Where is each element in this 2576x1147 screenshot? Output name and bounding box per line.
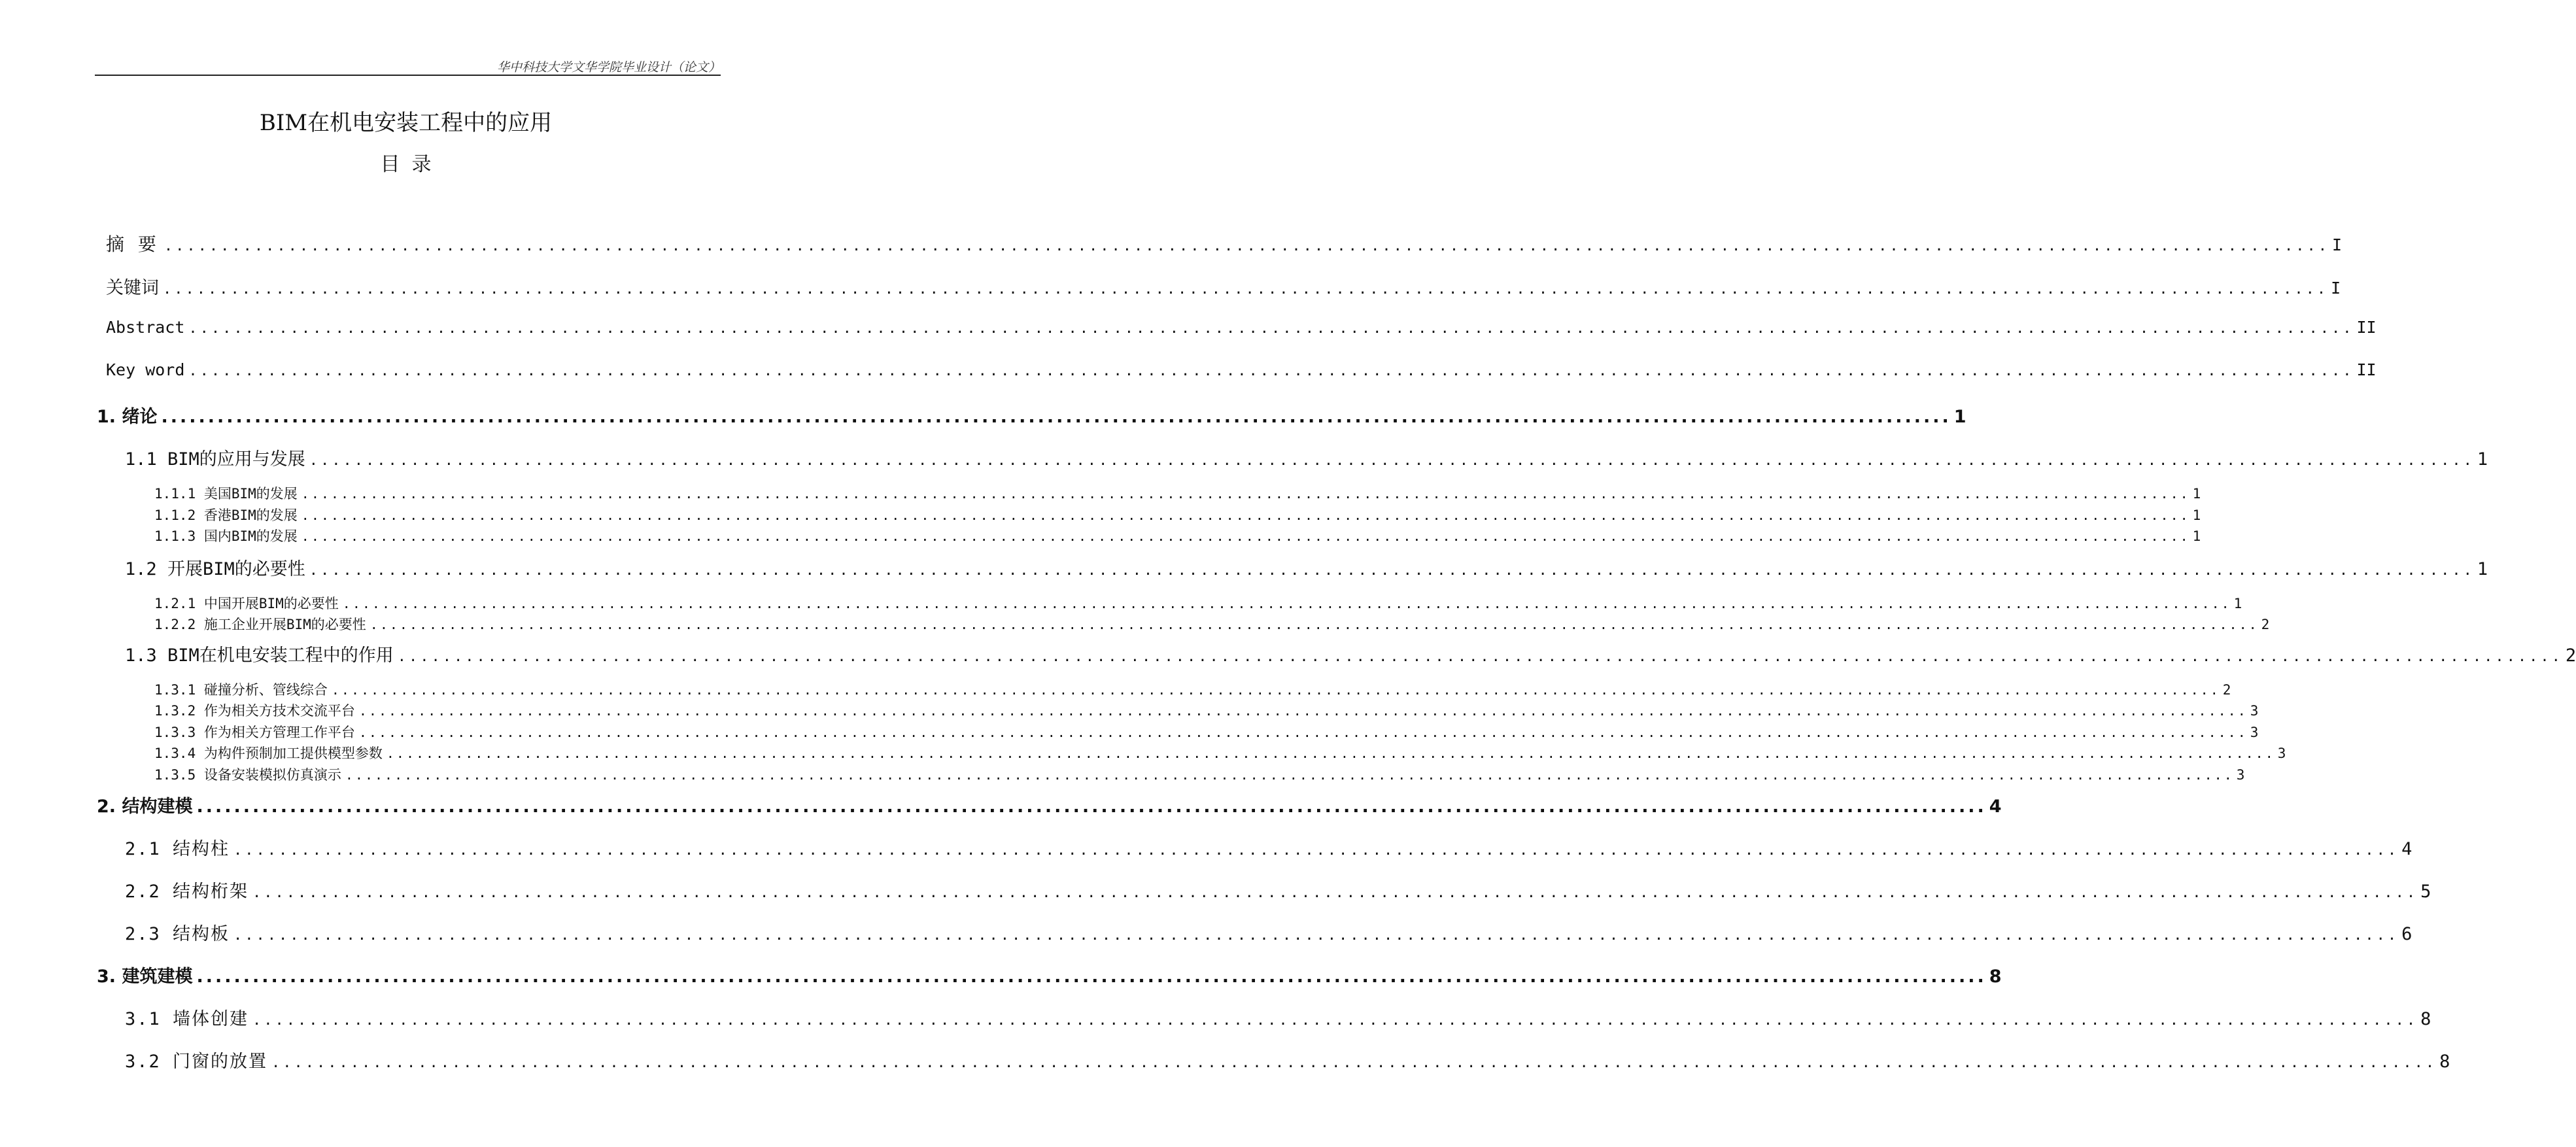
toc-entry-abstract[interactable] (106, 318, 2377, 341)
toc-section-3-1[interactable] (125, 1004, 2433, 1029)
toc-entry-page: II (2356, 360, 2377, 379)
toc-subsection-1-3-2[interactable] (154, 700, 2259, 720)
toc-entry-page: 3 (2250, 725, 2259, 740)
toc-entry-label: 关键词 (106, 278, 159, 298)
toc-section-2-2[interactable] (125, 877, 2433, 902)
toc-entry-page: 1 (2477, 559, 2488, 579)
toc-subsection-1-1-3[interactable] (154, 526, 2201, 545)
toc-leader: ................................................................................................................................................................................................ (301, 486, 2190, 502)
toc-entry-label: 1.3.3 作为相关方管理工作平台 (154, 725, 355, 740)
toc-leader: ................................................................................................................................................................................................ (188, 363, 2354, 379)
toc-entry-label: 2. 结构建模 (97, 796, 193, 817)
toc-leader: ................................................................................................................................................................................................ (252, 885, 2418, 901)
toc-leader: ................................................................................................................................................................................................ (233, 842, 2399, 859)
toc-leader: ................................................................................................................................................................................................ (163, 281, 2329, 298)
toc-subsection-1-3-1[interactable] (154, 679, 2231, 699)
toc-entry-page: 4 (1989, 796, 2002, 817)
toc-section-2-1[interactable] (125, 834, 2414, 859)
running-header: 华中科技大学文华学院毕业设计（论文） (496, 60, 721, 75)
toc-entry-label: 1.3 BIM在机电安装工程中的作用 (125, 645, 394, 666)
toc-entry-page: 2 (2565, 645, 2576, 666)
toc-leader: ................................................................................................................................................................................................ (196, 967, 1987, 987)
toc-leader: ................................................................................................................................................................................................ (309, 453, 2475, 469)
toc-entry-page: 3 (2236, 767, 2245, 783)
toc-entry-label: 摘 要 (106, 233, 160, 255)
toc-section-3-2[interactable] (125, 1047, 2452, 1072)
toc-entry-label: 2.2 结构桁架 (125, 882, 249, 902)
toc-entry-label: 1.3.2 作为相关方技术交流平台 (154, 703, 355, 719)
toc-entry-page: 1 (2192, 528, 2201, 544)
toc-entry-keywords-cn[interactable] (106, 273, 2341, 298)
toc-leader: ................................................................................................................................................................................................ (386, 745, 2275, 761)
toc-entry-page: 8 (2439, 1052, 2452, 1072)
toc-section-1-3[interactable] (125, 641, 2576, 666)
toc-entry-page: 1 (1953, 407, 1966, 427)
toc-entry-label: 1.3.1 碰撞分析、管线综合 (154, 682, 328, 698)
toc-subsection-1-1-2[interactable] (154, 505, 2201, 524)
toc-section-1-1[interactable] (125, 445, 2488, 470)
toc-entry-page: 3 (2250, 703, 2259, 719)
toc-entry-label: Key word (106, 360, 185, 379)
toc-entry-page: I (2331, 235, 2343, 254)
toc-leader: ................................................................................................................................................................................................ (163, 238, 2329, 254)
toc-entry-page: II (2356, 318, 2377, 337)
toc-entry-page: 4 (2401, 839, 2414, 859)
toc-entry-label: 3. 建筑建模 (97, 967, 193, 987)
toc-entry-label: 1.2.2 施工企业开展BIM的必要性 (154, 617, 366, 632)
toc-subsection-1-3-5[interactable] (154, 764, 2245, 784)
toc-entry-page: I (2331, 279, 2341, 298)
toc-entry-page: 1 (2477, 449, 2488, 470)
toc-leader: ................................................................................................................................................................................................ (301, 528, 2190, 544)
toc-leader: ................................................................................................................................................................................................ (397, 649, 2563, 665)
toc-leader: ................................................................................................................................................................................................ (188, 320, 2354, 337)
toc-entry-label: Abstract (106, 318, 185, 337)
toc-section-2-3[interactable] (125, 919, 2414, 944)
toc-entry-page: 8 (1989, 967, 2002, 987)
toc-entry-page: 2 (2222, 682, 2231, 698)
toc-heading: 目录 (380, 153, 443, 176)
toc-entry-label: 1.1 BIM的应用与发展 (125, 449, 305, 470)
toc-subsection-1-3-3[interactable] (154, 722, 2259, 742)
toc-entry-page: 6 (2401, 924, 2414, 944)
document-title: BIM在机电安装工程中的应用 (259, 110, 553, 136)
toc-chapter-1[interactable] (97, 402, 1966, 427)
toc-entry-label: 2.3 结构板 (125, 924, 230, 944)
toc-entry-page: 3 (2277, 745, 2286, 761)
toc-entry-label: 1.2.1 中国开展BIM的必要性 (154, 596, 339, 611)
toc-entry-label: 1.3.4 为构件预制加工提供模型参数 (154, 745, 383, 761)
toc-entry-page: 1 (2192, 486, 2201, 502)
toc-entry-label: 1.1.3 国内BIM的发展 (154, 528, 298, 544)
toc-leader: ................................................................................................................................................................................................ (342, 596, 2231, 611)
toc-entry-label: 1.3.5 设备安装模拟仿真演示 (154, 767, 341, 783)
toc-entry-label: 2.1 结构柱 (125, 839, 230, 859)
toc-subsection-1-3-4[interactable] (154, 743, 2286, 762)
toc-subsection-1-2-1[interactable] (154, 593, 2242, 613)
toc-leader: ................................................................................................................................................................................................ (309, 562, 2475, 579)
toc-leader: ................................................................................................................................................................................................ (345, 767, 2234, 783)
toc-entry-label: 1. 绪论 (97, 407, 158, 427)
toc-subsection-1-1-1[interactable] (154, 483, 2201, 503)
toc-leader: ................................................................................................................................................................................................ (358, 703, 2248, 719)
toc-entry-label: 1.1.2 香港BIM的发展 (154, 507, 298, 523)
toc-entry-page: 1 (2233, 596, 2242, 611)
toc-entry-keywords-en[interactable] (106, 360, 2377, 384)
toc-entry-label: 3.2 门窗的放置 (125, 1052, 268, 1072)
toc-leader: ................................................................................................................................................................................................ (271, 1055, 2437, 1071)
toc-entry-label: 1.1.1 美国BIM的发展 (154, 486, 298, 502)
toc-entry-zhaiyao[interactable] (106, 230, 2343, 255)
toc-chapter-2[interactable] (97, 792, 2002, 817)
toc-entry-page: 5 (2420, 882, 2433, 902)
toc-entry-page: 8 (2420, 1009, 2433, 1029)
toc-subsection-1-2-2[interactable] (154, 614, 2270, 634)
toc-entry-label: 1.2 开展BIM的必要性 (125, 559, 305, 579)
toc-leader: ................................................................................................................................................................................................ (196, 796, 1987, 817)
toc-leader: ................................................................................................................................................................................................ (358, 725, 2248, 740)
toc-leader: ................................................................................................................................................................................................ (331, 682, 2220, 698)
toc-leader: ................................................................................................................................................................................................ (301, 507, 2190, 523)
toc-section-1-2[interactable] (125, 555, 2488, 579)
toc-leader: ................................................................................................................................................................................................ (233, 927, 2399, 944)
toc-leader: ................................................................................................................................................................................................ (252, 1012, 2418, 1029)
toc-entry-page: 1 (2192, 507, 2201, 523)
toc-entry-label: 3.1 墙体创建 (125, 1009, 249, 1029)
toc-leader: ................................................................................................................................................................................................ (369, 617, 2259, 632)
toc-chapter-3[interactable] (97, 962, 2002, 987)
toc-leader: ................................................................................................................................................................................................ (161, 407, 1951, 427)
toc-entry-page: 2 (2261, 617, 2270, 632)
